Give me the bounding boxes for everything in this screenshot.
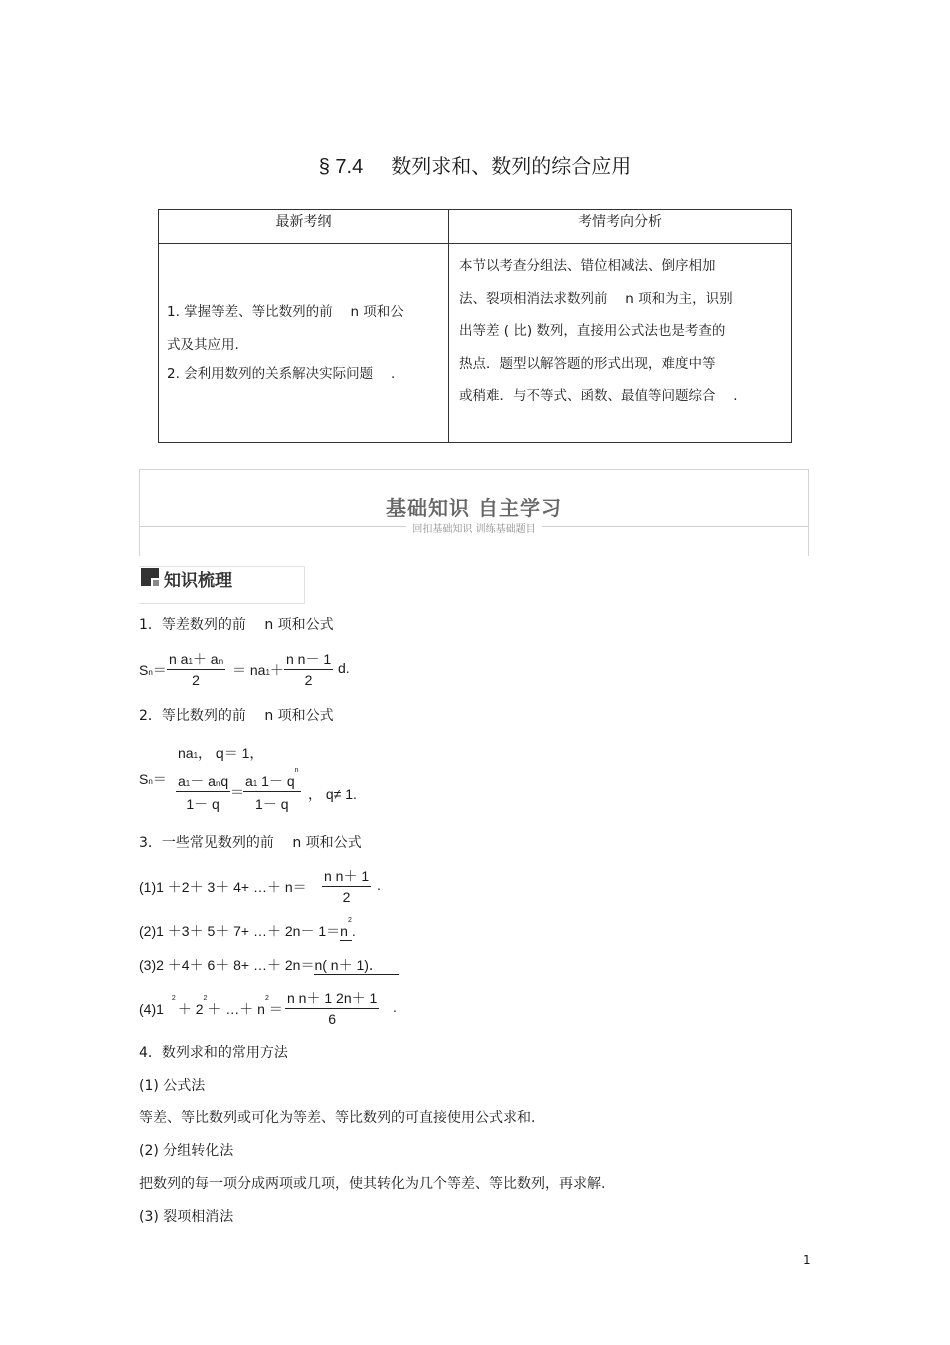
method-formula: (1) 公式法 [139, 1078, 206, 1094]
header-syllabus: 最新考纲 [159, 210, 449, 244]
section-banner [139, 469, 809, 556]
geo-case-q-not-1: ， q≠ 1. [308, 786, 357, 802]
analysis-line: 本节以考查分组法、错位相减法、倒序相加 [459, 258, 716, 274]
geo-fraction-2: $\frac{a1 1- q^n}{1- q}$ [245, 767, 299, 812]
arith-formula-mid: ＝ na1＋ [232, 662, 284, 678]
method-grouping-desc: 把数列的每一项分成两项或几项，使其转化为几个等差、等比数列，再求解. [139, 1176, 606, 1192]
sum-squares-fraction: $\frac{\text{n n＋ 1 2n＋ 1}}{6}$ [287, 990, 378, 1027]
page-title [0, 150, 950, 179]
section-title: 数列求和、数列的综合应用 [391, 154, 632, 178]
syllabus-line: 式及其应用. [167, 336, 239, 353]
arith-formula-tail: d. [338, 660, 350, 676]
arith-fraction-2: $\frac{\text{n n－ 1}}{2}$ [286, 651, 332, 688]
sum-even-answer: n( n＋ 1)． [314, 957, 398, 975]
banner-title: 基础知识 自主学习 [386, 496, 562, 520]
sum-natural-tail: . [377, 877, 381, 893]
method-formula-desc: 等差、等比数列或可化为等差、等比数列的可直接使用公式求和. [139, 1110, 536, 1126]
sum-even: (3)2 ＋4＋ 6＋ 8+ …＋ 2n＝n( n＋ 1)． [139, 955, 399, 975]
section-number: § 7.4 [318, 156, 364, 178]
sum-natural-label: (1)1 ＋2＋ 3＋ 4+ …＋ n＝ [139, 879, 307, 895]
analysis-line: 法、裂项相消法求数列前 n 项和为主，识别 [459, 290, 733, 307]
arith-fraction-1: $\frac{\text{n a1＋ an}}{2}$ [169, 651, 224, 688]
method-grouping: (2) 分组转化法 [139, 1143, 234, 1159]
geo-fraction-1: a1－ anq 1－ q [178, 773, 229, 812]
syllabus-table [158, 209, 792, 443]
sum-odd-answer: $n^2$ [340, 917, 352, 939]
header-analysis: 考情考向分析 [449, 210, 792, 244]
heading-summation-methods: 4．数列求和的常用方法 [139, 1045, 288, 1061]
geo-formula-lhs: Sn＝ [139, 771, 167, 787]
sum-odd: (2)1 ＋3＋ 5＋ 7+ …＋ $2n- 1=n^2$. [139, 917, 356, 939]
geo-case-q1: na1， q＝ 1， [178, 745, 264, 761]
analysis-line: 或稍难．与不等式、函数、最值等问题综合 . [459, 388, 738, 404]
analysis-cell [449, 244, 792, 443]
arith-formula-lhs: Sn＝ [139, 662, 167, 678]
sum-squares-label: $(4)1^2+ 2^2+$ …＋ $n^2=$ [139, 995, 283, 1017]
syllabus-line: 1. 掌握等差、等比数列的前 n 项和公 [167, 303, 404, 320]
analysis-line: 出等差 ( 比) 数列，直接用公式法也是考查的 [459, 323, 726, 339]
banner-subtitle: 回扣基础知识 训练基础题目 [406, 524, 541, 535]
section-label: 知识梳理 [164, 571, 232, 591]
syllabus-line: 2. 会利用数列的关系解决实际问题 . [167, 365, 396, 382]
section-marker-icon [141, 568, 159, 586]
knowledge-section-header [139, 566, 305, 604]
heading-arithmetic-sum: 1．等差数列的前 n 项和公式 [139, 617, 334, 633]
sum-natural-fraction: $\frac{\text{n n＋ 1}}{2}$ [324, 868, 370, 905]
method-telescoping: (3) 裂项相消法 [139, 1209, 234, 1225]
heading-common-sums: 3．一些常见数列的前 n 项和公式 [139, 835, 362, 851]
analysis-line: 热点．题型以解答题的形式出现，难度中等 [459, 355, 716, 372]
syllabus-cell [159, 244, 449, 443]
page-number: 1 [803, 1253, 811, 1267]
sum-squares-tail: . [393, 999, 397, 1015]
heading-geometric-sum: 2．等比数列的前 n 项和公式 [139, 708, 334, 724]
geo-equals: ＝ [230, 784, 244, 800]
